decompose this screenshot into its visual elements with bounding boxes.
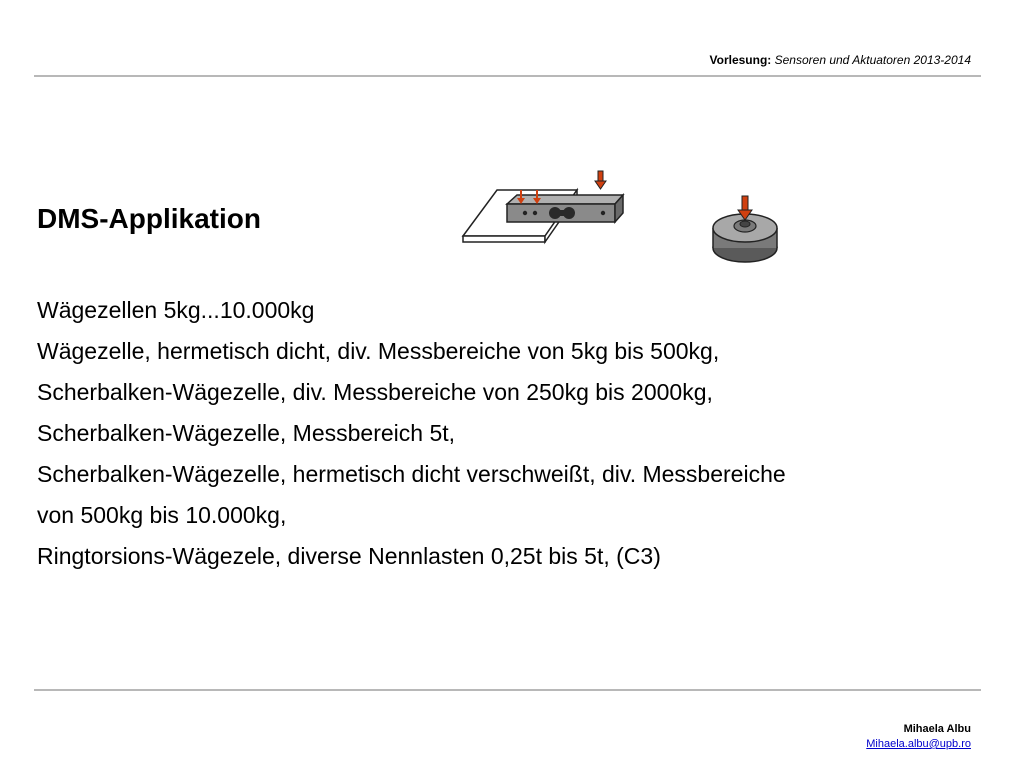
course-title: Sensoren und Aktuatoren 2013-2014	[774, 53, 971, 67]
body-line: Scherbalken-Wägezelle, Messbereich 5t,	[37, 420, 456, 446]
slide-footer	[866, 722, 971, 752]
author-name: Mihaela Albu	[903, 723, 971, 735]
body-line: von 500kg bis 10.000kg,	[37, 502, 287, 528]
slide-header	[710, 53, 972, 67]
slide-body	[37, 290, 987, 577]
header-label: Vorlesung:	[709, 53, 772, 67]
header-divider	[34, 75, 981, 77]
shear-beam-load-cell-icon	[455, 168, 635, 258]
body-line: Wägezellen 5kg...10.000kg	[37, 297, 315, 323]
footer-divider	[34, 689, 981, 691]
slide-title: DMS-Applikation	[37, 203, 261, 234]
author-email-link[interactable]: Mihaela.albu@upb.ro	[866, 738, 971, 750]
body-line: Scherbalken-Wägezelle, hermetisch dicht verschweißt, div. Messbereiche	[37, 461, 786, 487]
ring-torsion-load-cell-icon	[705, 190, 785, 268]
body-line: Wägezelle, hermetisch dicht, div. Messbereiche von 5kg bis 500kg,	[37, 338, 720, 364]
body-line: Ringtorsions-Wägezele, diverse Nennlasten 0,25t bis 5t, (C3)	[37, 543, 661, 569]
body-line: Scherbalken-Wägezelle, div. Messbereiche von 250kg bis 2000kg,	[37, 379, 713, 405]
